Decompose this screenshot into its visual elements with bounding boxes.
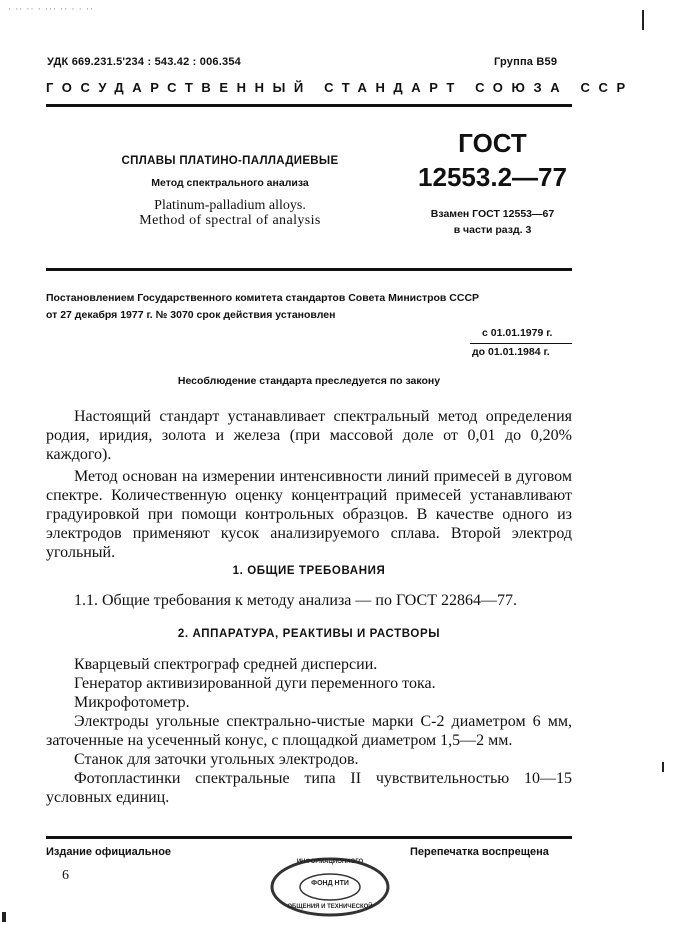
section-1-item: 1.1. Общие требования к методу анализа — по ГОСТ 22864—77.	[74, 592, 517, 609]
gost-label: ГОСТ	[458, 128, 527, 158]
scan-specks: · ·· ·· · ··· ·· · · ··	[8, 4, 94, 14]
valid-to: до 01.01.1984 г.	[472, 346, 550, 358]
page-number: 6	[62, 868, 69, 883]
prosecution-notice: Несоблюдение стандарта преследуется по закону	[177, 375, 441, 387]
title-block-right	[405, 128, 580, 236]
section-1-title: 1. ОБЩИЕ ТРЕБОВАНИЯ	[232, 565, 386, 577]
replaces-line2: в части разд. 3	[453, 224, 532, 236]
ru-subtitle: Метод спектрального анализа	[151, 177, 309, 189]
decree-line2: от 27 декабря 1977 г. № 3070 срок действия установлен	[46, 309, 336, 321]
intro-paragraph-1: Настоящий стандарт устанавливает спектральный метод определения родия, иридия, золота и железа (при массовой доле от 0,01 до 0,20% каждого).	[46, 408, 572, 463]
intro-text	[46, 407, 572, 562]
title-rule	[46, 268, 572, 271]
list-item: Генератор активизированной дуги переменного тока.	[74, 675, 436, 692]
list-item: Станок для заточки угольных электродов.	[74, 751, 359, 768]
margin-mark	[662, 762, 664, 772]
stamp-top-text: ИНФОРМАЦИОННОГО	[296, 859, 364, 865]
state-standard-heading: ГОСУДАРСТВЕННЫЙ СТАНДАРТ СОЮЗА ССР	[46, 80, 634, 95]
decree-line1: Постановлением Государственного комитета стандартов Совета Министров СССР	[46, 292, 480, 304]
udk-code: УДК 669.231.5'234 : 543.42 : 006.354	[47, 56, 241, 68]
title-block-left	[100, 155, 360, 228]
header-rule	[46, 104, 572, 107]
en-title: Platinum-palladium alloys.	[154, 198, 306, 213]
group-code: Группа В59	[494, 56, 558, 68]
replaces-line1: Взамен ГОСТ 12553—67	[430, 208, 555, 220]
valid-from: с 01.01.1979 г.	[482, 327, 553, 339]
section-2-title: 2. АППАРАТУРА, РЕАКТИВЫ И РАСТВОРЫ	[177, 628, 441, 640]
margin-mark	[642, 10, 644, 30]
list-item: Фотопластинки спектральные типа II чувствительностью 10—15 условных единиц.	[46, 770, 572, 806]
reprint-note: Перепечатка воспрещена	[410, 846, 549, 858]
valid-rule	[470, 343, 572, 344]
list-item: Электроды угольные спектрально-чистые марки С-2 диаметром 6 мм, заточенные на усеченный конус, с площадкой диаметром 1,5—2 мм.	[46, 713, 572, 749]
stamp-bottom-text: ОБЩЕНИЯ И ТЕХНИЧЕСКОЙ	[287, 904, 373, 910]
gost-number: 12553.2—77	[418, 162, 567, 192]
library-stamp	[265, 852, 395, 922]
stamp-mid-text: ФОНД НТИ	[311, 880, 349, 887]
list-item: Кварцевый спектрограф средней дисперсии.	[74, 656, 378, 673]
intro-paragraph-2: Метод основан на измерении интенсивности линий примесей в дуговом спектре. Количественную оценку концентраций примесей устанавливают градуировкой при помощи контрольных образцов. В качестве одного из электродов применяют кусок анализируемого сплава. Второй электрод угольный.	[46, 468, 572, 561]
footer-rule	[46, 836, 572, 839]
edition-note: Издание официальное	[46, 846, 172, 858]
margin-mark	[2, 912, 6, 922]
en-subtitle: Method of spectral of analysis	[139, 213, 321, 228]
section-2-list	[46, 655, 572, 807]
ru-title: СПЛАВЫ ПЛАТИНО-ПАЛЛАДИЕВЫЕ	[121, 155, 339, 167]
list-item: Микрофотометр.	[74, 694, 190, 711]
